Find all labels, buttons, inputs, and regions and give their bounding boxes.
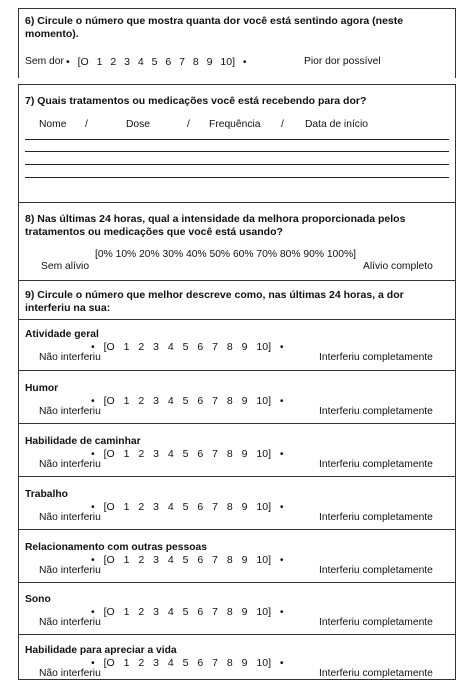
item-label-mood: Humor xyxy=(25,383,59,394)
interference-scale-general-activity[interactable]: • [O 1 2 3 4 5 6 7 8 9 10] • xyxy=(91,341,284,353)
question-6 xyxy=(18,8,456,78)
section-divider xyxy=(19,582,455,583)
pain-scale-0-10[interactable]: • [O 1 2 3 4 5 6 7 8 9 10] • xyxy=(66,56,247,68)
scale-left-label: Não interferiu xyxy=(39,352,101,363)
question-6-title: 6) Circule o número que mostra quanta dor você está sentindo agora (neste momento). xyxy=(25,15,404,40)
scale-right-label: Interferiu completamente xyxy=(319,406,433,417)
scale-right-label: Interferiu completamente xyxy=(319,565,433,576)
answer-line-1[interactable] xyxy=(25,139,449,140)
relief-percent-scale[interactable]: [0% 10% 20% 30% 40% 50% 60% 70% 80% 90% 100%] xyxy=(95,249,357,260)
column-dose-header: Dose xyxy=(126,119,151,130)
question-9 xyxy=(18,280,456,680)
scale-left-label: Sem dor xyxy=(25,56,64,67)
item-label-enjoyment-of-life: Habilidade para apreciar a vida xyxy=(25,645,177,656)
column-separator: / xyxy=(281,119,284,130)
column-separator: / xyxy=(187,119,190,130)
interference-scale-walking-ability[interactable]: • [O 1 2 3 4 5 6 7 8 9 10] • xyxy=(91,448,284,460)
section-divider xyxy=(19,423,455,424)
scale-left-label: Não interferiu xyxy=(39,617,101,628)
scale-right-label: Interferiu completamente xyxy=(319,668,433,679)
section-divider xyxy=(19,634,455,635)
scale-left-label: Não interferiu xyxy=(39,459,101,470)
section-divider xyxy=(19,529,455,530)
scale-left-label: Não interferiu xyxy=(39,565,101,576)
question-9-title: 9) Circule o número que melhor descreve como, nas últimas 24 horas, a dor interferiu na sua: xyxy=(25,289,404,314)
interference-scale-enjoyment-of-life[interactable]: • [O 1 2 3 4 5 6 7 8 9 10] • xyxy=(91,657,284,669)
question-8-title: 8) Nas últimas 24 horas, qual a intensidade da melhora proporcionada pelos tratamentos ou medicações que você está usando? xyxy=(25,213,406,238)
scale-left-label: Não interferiu xyxy=(39,512,101,523)
column-start-date-header: Data de início xyxy=(305,119,368,130)
scale-right-label: Interferiu completamente xyxy=(319,512,433,523)
item-label-walking-ability: Habilidade de caminhar xyxy=(25,436,141,447)
answer-line-4[interactable] xyxy=(25,177,449,178)
column-frequency-header: Frequência xyxy=(209,119,261,130)
question-7 xyxy=(18,84,456,202)
interference-scale-mood[interactable]: • [O 1 2 3 4 5 6 7 8 9 10] • xyxy=(91,395,284,407)
question-7-title: 7) Quais tratamentos ou medicações você está recebendo para dor? xyxy=(25,95,367,107)
scale-right-label: Interferiu completamente xyxy=(319,352,433,363)
answer-line-2[interactable] xyxy=(25,151,449,152)
scale-left-label: Não interferiu xyxy=(39,668,101,679)
relief-right-label: Alívio completo xyxy=(363,261,433,272)
answer-line-3[interactable] xyxy=(25,164,449,165)
pain-questionnaire xyxy=(18,8,458,680)
item-label-relationships: Relacionamento com outras pessoas xyxy=(25,542,207,553)
relief-left-label: Sem alívio xyxy=(41,261,90,272)
column-separator: / xyxy=(85,119,88,130)
interference-scale-work[interactable]: • [O 1 2 3 4 5 6 7 8 9 10] • xyxy=(91,501,284,513)
section-divider xyxy=(19,476,455,477)
interference-scale-sleep[interactable]: • [O 1 2 3 4 5 6 7 8 9 10] • xyxy=(91,606,284,618)
scale-right-label: Interferiu completamente xyxy=(319,459,433,470)
scale-right-label: Interferiu completamente xyxy=(319,617,433,628)
question-8 xyxy=(18,202,456,280)
section-divider xyxy=(19,370,455,371)
scale-left-label: Não interferiu xyxy=(39,406,101,417)
item-label-sleep: Sono xyxy=(25,594,51,605)
item-label-general-activity: Atividade geral xyxy=(25,329,99,340)
scale-right-label: Pior dor possível xyxy=(304,56,381,67)
column-name-header: Nome xyxy=(39,119,67,130)
interference-scale-relationships[interactable]: • [O 1 2 3 4 5 6 7 8 9 10] • xyxy=(91,554,284,566)
item-label-work: Trabalho xyxy=(25,489,68,500)
section-divider xyxy=(19,319,455,320)
